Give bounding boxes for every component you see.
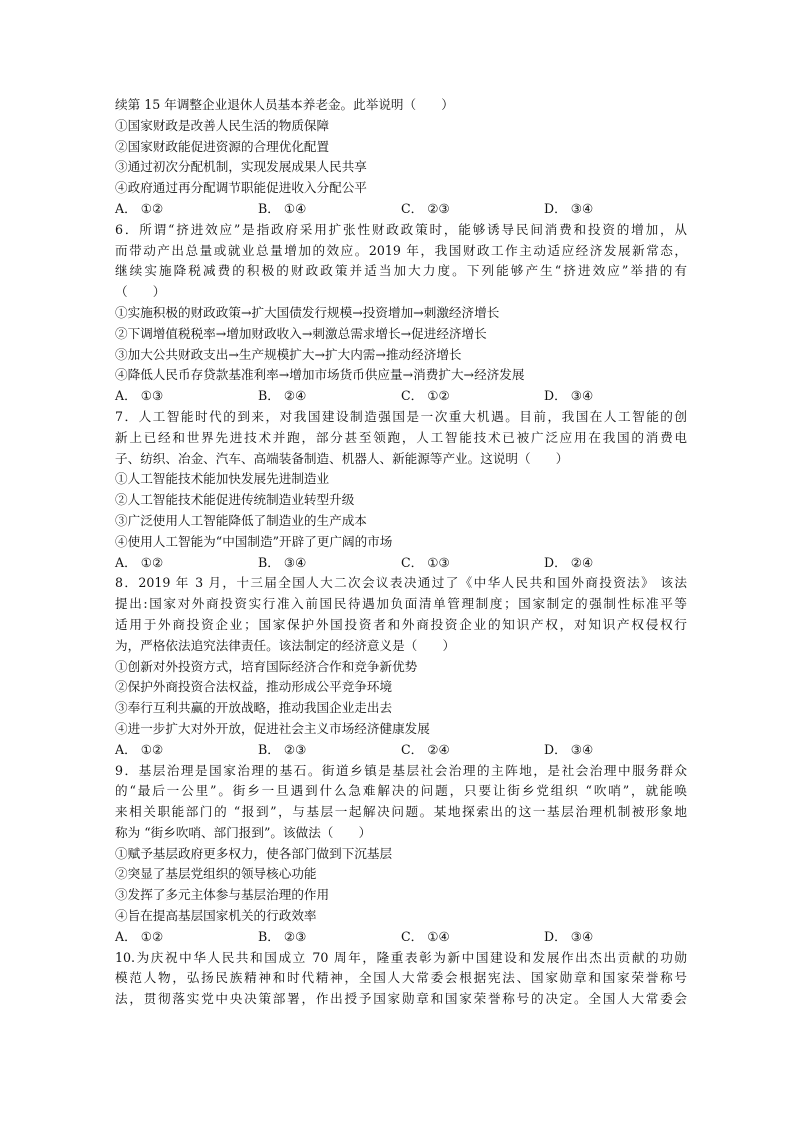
option-value: ①④ [283,200,307,216]
option-label: A． [115,388,137,404]
option-d [544,740,687,761]
option-label: D． [544,928,567,944]
option-label: B． [258,554,280,570]
answer-options [115,386,687,407]
question-stem-line: 提出:国家对外商投资实行准入前国民待遇加负面清单管理制度；国家制定的强制性标准平等 [115,596,687,612]
option-label: A． [115,741,137,757]
question-stem-line: 续第 15 年调整企业退休人员基本养老金。此举说明（ ） [115,97,454,112]
statement-1: ①实施积极的财政政策→扩大国债发行规模→投资增加→刺激经济增长 [115,304,500,320]
question-8 [115,573,687,760]
option-value: ①② [427,388,450,404]
option-label: C． [401,928,424,944]
option-value: ③④ [570,388,594,404]
option-value: ①② [140,741,164,757]
statement-4: ④使用人工智能为“中国制造”开辟了更广阔的市场 [115,533,393,549]
question-stem-line: 而带动产出总量或就业总量增加的效应。2019 年，我国财政工作主动适应经济发展新常态， [115,242,687,258]
statement-1: ①创新对外投资方式，培育国际经济合作和竞争新优势 [115,658,418,674]
option-value: ②④ [570,554,594,570]
option-a [115,553,258,574]
question-stem-line: 8．2019 年 3 月，十三届全国人大二次会议表决通过了《中华人民共和国外商投资法》 该法 [115,575,687,591]
statement-3: ③加大公共财政支出→生产规模扩大→扩大内需→推动经济增长 [115,346,462,362]
question-stem-line: 称为 “街乡吹哨、部门报到”。该做法（ ） [115,824,372,840]
option-d [544,386,687,407]
option-c [401,386,544,407]
answer-options [115,927,687,948]
option-label: A． [115,200,137,216]
statement-4: ④政府通过再分配调节职能促进收入分配公平 [115,180,367,196]
option-b [258,386,401,407]
statement-2: ②保护外商投资合法权益，推动形成公平竞争环境 [115,679,393,695]
question-stem-line: 的“最后一公里”。街乡一旦遇到什么急难解决的问题，只要让街乡党组织 “吹哨”，就能唤 [115,783,687,799]
option-label: B． [258,200,280,216]
option-label: B． [258,388,280,404]
statement-2: ②人工智能技术能促进传统制造业转型升级 [115,492,355,508]
option-value: ①③ [140,388,164,404]
option-value: ①② [140,554,164,570]
answer-options [115,740,687,761]
option-a [115,386,258,407]
option-value: ③④ [570,741,594,757]
option-value: ③④ [283,554,307,570]
statement-3: ③发挥了多元主体参与基层治理的作用 [115,887,330,903]
statement-2: ②国家财政能促进资源的合理优化配置 [115,138,330,154]
option-value: ①② [140,200,164,216]
option-b [258,927,401,948]
statement-4: ④降低人民币存贷款基准利率→增加市场货币供应量→消费扩大→经济发展 [115,367,525,383]
option-c [401,199,544,220]
option-label: C． [401,388,424,404]
question-stem-line: 模范人物，弘扬民族精神和时代精神，全国人大常委会根据宪法、国家勋章和国家荣誉称号 [115,970,687,986]
answer-options [115,553,687,574]
option-label: D． [544,388,567,404]
option-value: ②④ [427,741,450,757]
statement-3: ③通过初次分配机制，实现发展成果人民共享 [115,159,367,175]
question-stem-line: 7．人工智能时代的到来，对我国建设制造强国是一次重大机遇。目前，我国在人工智能的创 [115,408,687,424]
answer-options [115,199,687,220]
question-stem-line: 新上已经和世界先进技术并跑，部分甚至领跑，人工智能技术已被广泛应用在我国的消费电 [115,429,687,445]
option-value: ①③ [427,554,450,570]
option-c [401,927,544,948]
option-value: ②③ [283,928,307,944]
question-5 [115,95,687,220]
question-9 [115,761,687,948]
option-a [115,740,258,761]
question-stem-line: （ ） [115,284,166,300]
question-10 [115,948,687,1010]
statement-1: ①赋予基层政府更多权力，使各部门做到下沉基层 [115,845,393,861]
question-stem-line: 子、纺织、冶金、汽车、高端装备制造、机器人、新能源等产业。这说明（ ） [115,450,569,466]
option-value: ②③ [427,200,450,216]
option-value: ③④ [570,928,594,944]
statement-1: ①国家财政是改善人民生活的物质保障 [115,117,330,133]
option-label: C． [401,554,424,570]
question-stem-line: 继续实施降税减费的积极的财政政策并适当加大力度。下列能够产生“挤进效应”举措的有 [115,263,687,279]
option-d [544,927,687,948]
statement-2: ②突显了基层党组织的领导核心功能 [115,866,317,882]
option-b [258,740,401,761]
question-stem-line: 为，严格依法追究法律责任。该法制定的经济意义是（ ） [115,637,456,653]
option-d [544,199,687,220]
option-label: A． [115,554,137,570]
exam-page [115,95,687,1010]
statement-3: ③奉行互利共赢的开放战略，推动我国企业走出去 [115,700,393,716]
statement-4: ④进一步扩大对外开放，促进社会主义市场经济健康发展 [115,720,430,736]
option-a [115,199,258,220]
option-label: D． [544,554,567,570]
question-stem-line: 来相关职能部门的 “报到”，与基层一起解决问题。某地探索出的这一基层治理机制被形象地 [115,804,687,820]
option-b [258,199,401,220]
option-label: D． [544,200,567,216]
option-value: ①④ [427,928,450,944]
statement-2: ②下调增值税税率→增加财政收入→刺激总需求增长→促进经济增长 [115,325,487,341]
option-d [544,553,687,574]
statement-3: ③广泛使用人工智能降低了制造业的生产成本 [115,512,367,528]
question-stem-line: 6．所谓“挤进效应”是指政府采用扩张性财政政策时，能够诱导民间消费和投资的增加，从 [115,221,687,237]
question-6 [115,220,687,407]
option-value: ②④ [283,388,307,404]
option-value: ①② [140,928,164,944]
question-stem-line: 9．基层治理是国家治理的基石。街道乡镇是基层社会治理的主阵地，是社会治理中服务群众 [115,762,687,778]
option-c [401,553,544,574]
option-label: B． [258,928,280,944]
option-c [401,740,544,761]
option-value: ③④ [570,200,594,216]
option-label: B． [258,741,280,757]
question-stem-line: 法，贯彻落实党中央决策部署，作出授予国家勋章和国家荣誉称号的决定。全国人大常委会 [115,991,687,1007]
option-value: ②③ [283,741,307,757]
option-label: C． [401,200,424,216]
statement-1: ①人工智能技术能加快发展先进制造业 [115,471,330,487]
option-label: C． [401,741,424,757]
question-7 [115,407,687,573]
statement-4: ④旨在提高基层国家机关的行政效率 [115,908,317,924]
question-stem-line: 10.为庆祝中华人民共和国成立 70 周年，隆重表彰为新中国建设和发展作出杰出贡献的功勋 [115,949,687,965]
option-a [115,927,258,948]
option-label: A． [115,928,137,944]
option-label: D． [544,741,567,757]
question-stem-line: 适用于外商投资企业；国家保护外国投资者和外商投资企业的知识产权，对知识产权侵权行 [115,616,687,632]
option-b [258,553,401,574]
